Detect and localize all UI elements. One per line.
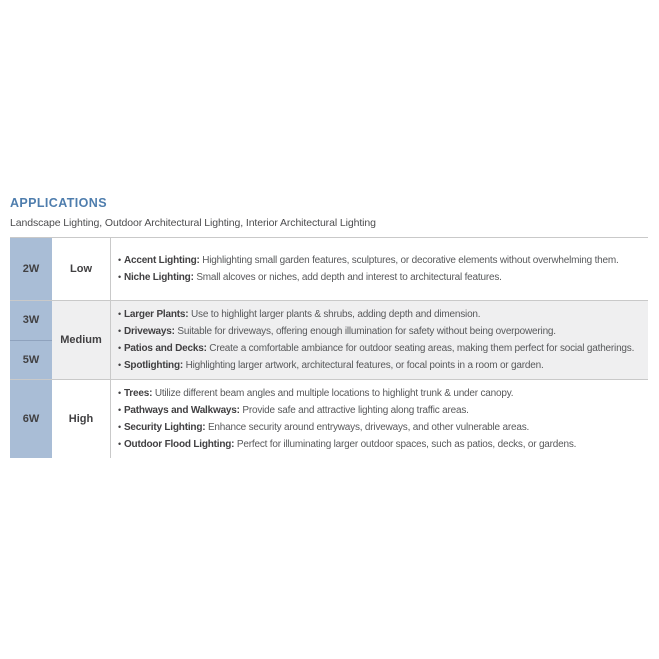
list-item-label: Accent Lighting:	[123, 255, 200, 266]
list-item-text: Enhance security around entryways, driveways, and other vulnerable areas.	[207, 422, 530, 433]
table-row-low	[10, 238, 648, 301]
list-item	[118, 385, 648, 402]
applications-table	[10, 237, 648, 458]
bullet-icon: •	[118, 405, 121, 415]
wattage-column	[10, 238, 52, 300]
list-item	[118, 357, 648, 374]
list-item-text: Suitable for driveways, offering enough illumination for safety without being overpowering.	[177, 326, 556, 337]
list-item-label: Security Lighting:	[123, 422, 206, 433]
bullet-icon: •	[118, 272, 121, 282]
list-item	[118, 402, 648, 419]
description-cell	[110, 380, 648, 458]
bullet-icon: •	[118, 326, 121, 336]
list-item-label: Outdoor Flood Lighting:	[123, 439, 235, 450]
bullet-icon: •	[118, 255, 121, 265]
description-cell	[110, 301, 648, 379]
table-row-medium	[10, 301, 648, 380]
bullet-icon: •	[118, 309, 121, 319]
list-item-label: Patios and Decks:	[123, 343, 207, 354]
list-item	[118, 252, 648, 269]
list-item-label: Spotlighting:	[123, 360, 183, 371]
page-subtitle: Landscape Lighting, Outdoor Architectural Lighting, Interior Architectural Lighting	[10, 217, 376, 229]
level-cell: High	[68, 413, 94, 425]
bullet-icon: •	[118, 388, 121, 398]
table-row-high	[10, 380, 648, 458]
bullet-icon: •	[118, 360, 121, 370]
level-cell: Medium	[60, 334, 102, 346]
list-item	[118, 419, 648, 436]
wattage-column	[10, 301, 52, 379]
applications-section	[10, 196, 649, 458]
list-item	[118, 340, 648, 357]
bullet-icon: •	[118, 343, 121, 353]
bullet-icon: •	[118, 422, 121, 432]
list-item-label: Niche Lighting:	[123, 272, 194, 283]
list-item-label: Trees:	[123, 388, 153, 399]
list-item	[118, 323, 648, 340]
list-item-label: Driveways:	[123, 326, 175, 337]
description-cell	[110, 238, 648, 300]
list-item-text: Small alcoves or niches, add depth and interest to architectural features.	[196, 272, 502, 283]
list-item-text: Utilize different beam angles and multiple locations to highlight trunk & under canopy.	[154, 388, 514, 399]
list-item-label: Larger Plants:	[123, 309, 189, 320]
list-item-text: Perfect for illuminating larger outdoor spaces, such as patios, decks, or gardens.	[236, 439, 577, 450]
bullet-icon: •	[118, 439, 121, 449]
list-item-text: Provide safe and attractive lighting along traffic areas.	[242, 405, 469, 416]
list-item-label: Pathways and Walkways:	[123, 405, 240, 416]
list-item-text: Use to highlight larger plants & shrubs, adding depth and dimension.	[191, 309, 481, 320]
wattage-column	[10, 380, 52, 458]
wattage-cell: 5W	[10, 340, 52, 380]
list-item	[118, 306, 648, 323]
list-item-text: Highlighting larger artwork, architectural features, or focal points in a room or garden.	[185, 360, 544, 371]
wattage-cell: 2W	[22, 263, 40, 275]
page-title: APPLICATIONS	[10, 196, 107, 210]
level-cell: Low	[70, 263, 92, 275]
list-item-text: Create a comfortable ambiance for outdoor seating areas, making them perfect for social gatherings.	[209, 343, 635, 354]
wattage-cell: 3W	[22, 314, 40, 327]
wattage-cell: 6W	[22, 413, 40, 425]
list-item	[118, 269, 648, 286]
list-item-text: Highlighting small garden features, sculptures, or decorative elements without overwhelming them.	[202, 255, 619, 266]
list-item	[118, 436, 648, 453]
